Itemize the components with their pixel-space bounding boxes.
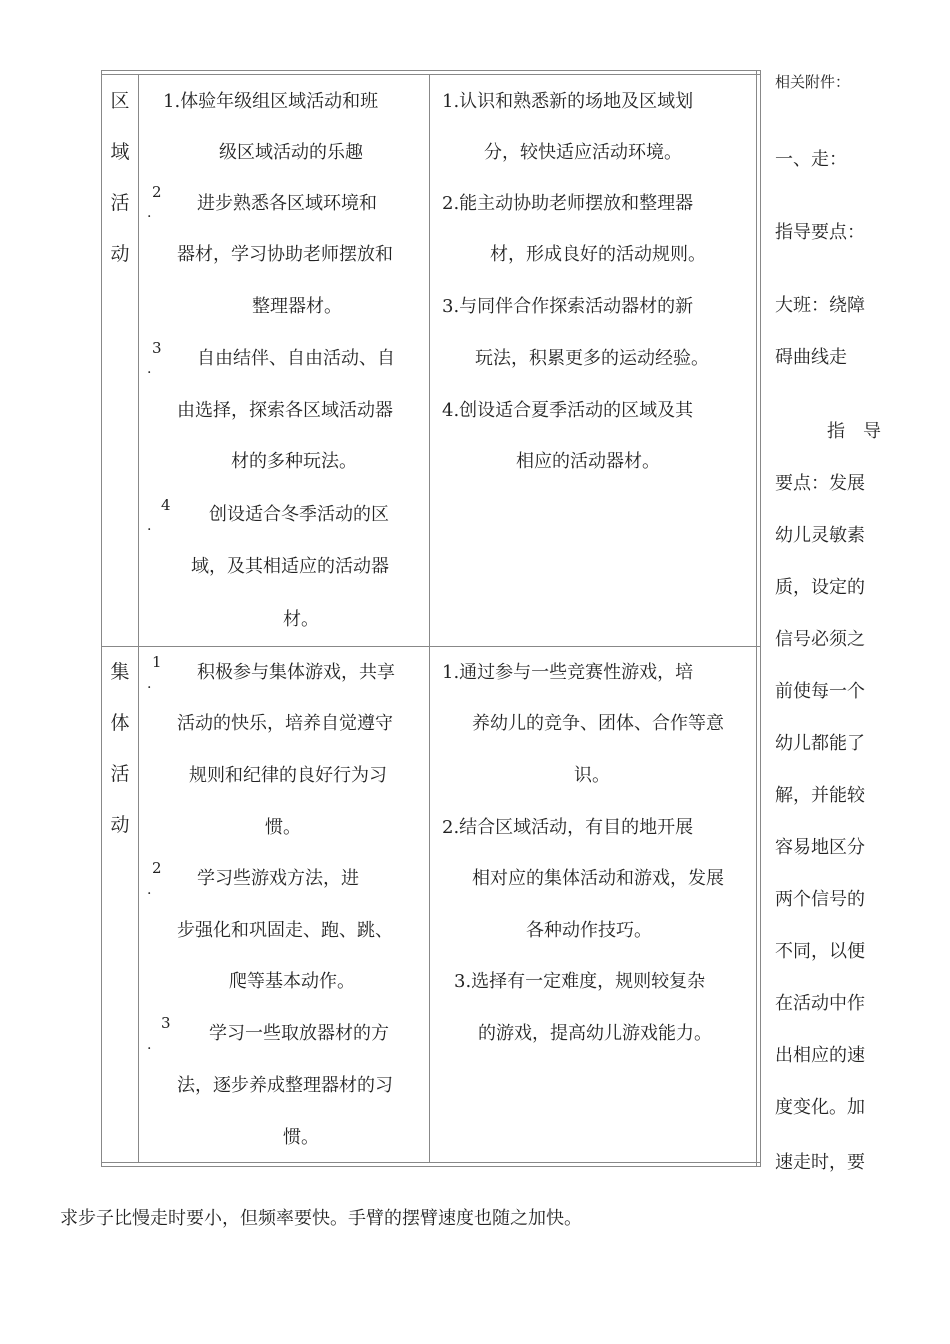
goal-line: 器材，学习协助老师摆放和: [177, 244, 393, 265]
content-line: 3.选择有一定难度，规则较复杂: [454, 971, 706, 992]
row-category-group: [103, 647, 137, 851]
side-point-line: 前使每一个: [775, 681, 865, 702]
content-line: 1.认识和熟悉新的场地及区域划: [442, 91, 694, 112]
goal-line: 材的多种玩法。: [231, 451, 357, 472]
table-right-inner-line: [756, 70, 757, 1167]
side-point-line: 幼儿都能了: [775, 733, 865, 754]
side-point-line: 出相应的速: [775, 1045, 865, 1066]
goal-line: 学习些游戏方法，进: [197, 868, 359, 889]
goal-line: 活动的快乐，培养自觉遵守: [177, 713, 393, 734]
goal-line: 惯。: [265, 817, 301, 838]
goal-text: 体验年级组区域活动和班: [180, 91, 379, 112]
goal-line: 创设适合冬季活动的区: [209, 504, 389, 525]
side-section-heading: 一、走：: [775, 149, 847, 170]
content-line: 玩法，积累更多的运动经验。: [475, 348, 709, 369]
category-char: 动: [110, 243, 130, 265]
content-line: 识。: [574, 765, 610, 786]
goal-line: 自由结伴、自由活动、自: [197, 348, 395, 369]
side-class-line: 大班：绕障: [775, 295, 865, 316]
goal-line: 域，及其相适应的活动器: [191, 556, 389, 577]
content-line: 各种动作技巧。: [526, 920, 652, 941]
side-point-line: 质，设定的: [775, 577, 865, 598]
goal-line: 由选择，探索各区域活动器: [177, 400, 393, 421]
goal-line: 步强化和巩固走、跑、跳、: [177, 920, 393, 941]
goal-line: 法，逐步养成整理器材的习: [177, 1075, 393, 1096]
side-point-line: 要点：发展: [775, 473, 865, 494]
category-char: 区: [110, 90, 130, 112]
goal-line: 材。: [283, 609, 319, 630]
category-char: 域: [110, 141, 130, 163]
goal-number: 2: [152, 183, 162, 201]
category-char: 动: [110, 814, 130, 836]
content-line: 1.通过参与一些竞赛性游戏，培: [442, 662, 694, 683]
goal-number: 1: [152, 653, 162, 671]
category-char: 体: [110, 712, 130, 734]
side-class-line: 碍曲线走: [775, 347, 847, 368]
goal-line: 规则和纪律的良好行为习: [189, 765, 387, 786]
content-line: 2.结合区域活动，有目的地开展: [442, 817, 694, 838]
category-char: 活: [110, 192, 130, 214]
goal-number-dot: .: [147, 882, 152, 898]
goal-line: 积极参与集体游戏，共享: [197, 662, 395, 683]
side-label: 指导要点：: [775, 222, 865, 243]
category-char: 集: [110, 661, 130, 683]
content-line: 的游戏，提高幼儿游戏能力。: [478, 1023, 712, 1044]
goal-number: 1.: [163, 91, 181, 112]
side-point-line: 不同，以便: [775, 941, 865, 962]
column-divider-1: [138, 74, 139, 1163]
content-line: 分，较快适应活动环境。: [484, 142, 682, 163]
goal-line: 学习一些取放器材的方: [209, 1023, 389, 1044]
goal-number: 3: [152, 339, 162, 357]
side-point-line: 信号必须之: [775, 629, 865, 650]
content-line: 4.创设适合夏季活动的区域及其: [442, 400, 694, 421]
content-line: 相对应的集体活动和游戏，发展: [472, 868, 724, 889]
goal-line: 进步熟悉各区域环境和: [197, 193, 377, 214]
side-point-line: 容易地区分: [775, 837, 865, 858]
side-point-line: 速走时，要: [775, 1152, 865, 1173]
content-line: 2.能主动协助老师摆放和整理器: [442, 193, 694, 214]
goal-line: 爬等基本动作。: [229, 971, 355, 992]
goal-number: 2: [152, 859, 162, 877]
row-category-area: [103, 76, 137, 280]
column-divider-2: [429, 74, 430, 1163]
goal-line: 级区域活动的乐趣: [219, 142, 363, 163]
table-bottom-inner-line: [101, 1162, 761, 1163]
goal-number-dot: .: [147, 676, 152, 692]
side-point-line: 指 导: [827, 421, 881, 442]
side-point-line: 度变化。加: [775, 1097, 865, 1118]
side-point-line: 解，并能较: [775, 785, 865, 806]
goal-number-dot: .: [147, 1037, 152, 1053]
goal-number-dot: .: [147, 518, 152, 534]
side-point-line: 两个信号的: [775, 889, 865, 910]
goal-line: 整理器材。: [252, 296, 342, 317]
goal-number-dot: .: [147, 205, 152, 221]
content-line: 材，形成良好的活动规则。: [490, 244, 706, 265]
goal-line: [163, 76, 378, 128]
table-top-inner-line: [101, 74, 761, 75]
goal-line: 惯。: [283, 1127, 319, 1148]
goal-number: 4: [161, 496, 171, 514]
goal-number-dot: .: [147, 361, 152, 377]
bottom-paragraph: 求步子比慢走时要小，但频率要快。手臂的摆臂速度也随之加快。: [60, 1208, 582, 1229]
content-line: 养幼儿的竞争、团体、合作等意: [472, 713, 724, 734]
side-point-line: 幼儿灵敏素: [775, 525, 865, 546]
side-title: 相关附件：: [775, 73, 851, 91]
side-point-line: 在活动中作: [775, 993, 865, 1014]
content-line: 3.与同伴合作探索活动器材的新: [442, 296, 694, 317]
category-char: 活: [110, 763, 130, 785]
goal-number: 3: [161, 1014, 171, 1032]
content-line: 相应的活动器材。: [516, 451, 660, 472]
